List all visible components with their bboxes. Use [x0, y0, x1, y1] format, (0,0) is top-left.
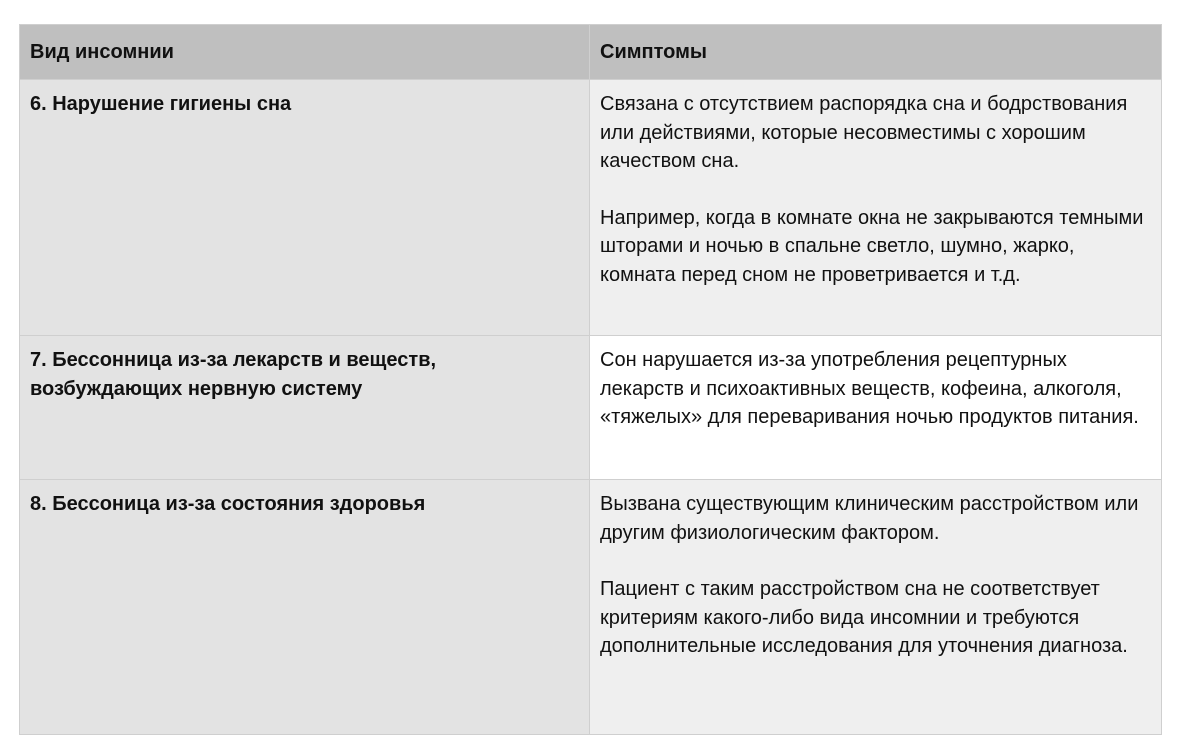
row-7-type: 7. Бессонница из-за лекарств и веществ, возбуждающих нервную систему — [20, 336, 590, 480]
row-7-symptoms-paragraph-1: Сон нарушается из-за употребления рецептурных лекарств и психоактивных веществ, кофеина, алкоголя, «тяжелых» для переваривания ночью продуктов питания. — [600, 349, 1139, 428]
table-row — [20, 336, 1162, 480]
insomnia-types-table-container — [19, 24, 1161, 735]
table-row — [20, 480, 1162, 735]
table-header-row — [20, 25, 1162, 80]
table-row — [20, 80, 1162, 336]
row-8-symptoms-paragraph-2: Пациент с таким расстройством сна не соответствует критериям какого-либо вида инсомнии и требуются дополнительные исследования для уточнения диагноза. — [600, 578, 1128, 657]
row-6-symptoms-paragraph-2: Например, когда в комнате окна не закрываются темными шторами и ночью в спальне светло, шумно, жарко, комната перед сном не проветривается и т.д. — [600, 206, 1144, 286]
row-8-symptoms-paragraph-1: Вызвана существующим клиническим расстройством или другим физиологическим фактором. — [600, 493, 1139, 544]
row-6-symptoms-paragraph-1: Связана с отсутствием распорядка сна и бодрствования или действиями, которые несовместимы с хорошим качеством сна. — [600, 93, 1128, 172]
row-8-type: 8. Бессоница из-за состояния здоровья — [20, 480, 590, 735]
row-6-type: 6. Нарушение гигиены сна — [20, 80, 590, 336]
row-8-symptoms — [590, 480, 1162, 735]
header-symptoms: Симптомы — [590, 25, 1162, 80]
row-6-symptoms — [590, 80, 1162, 336]
header-type: Вид инсомнии — [20, 25, 590, 80]
row-7-symptoms — [590, 336, 1162, 480]
insomnia-types-table — [19, 24, 1162, 735]
